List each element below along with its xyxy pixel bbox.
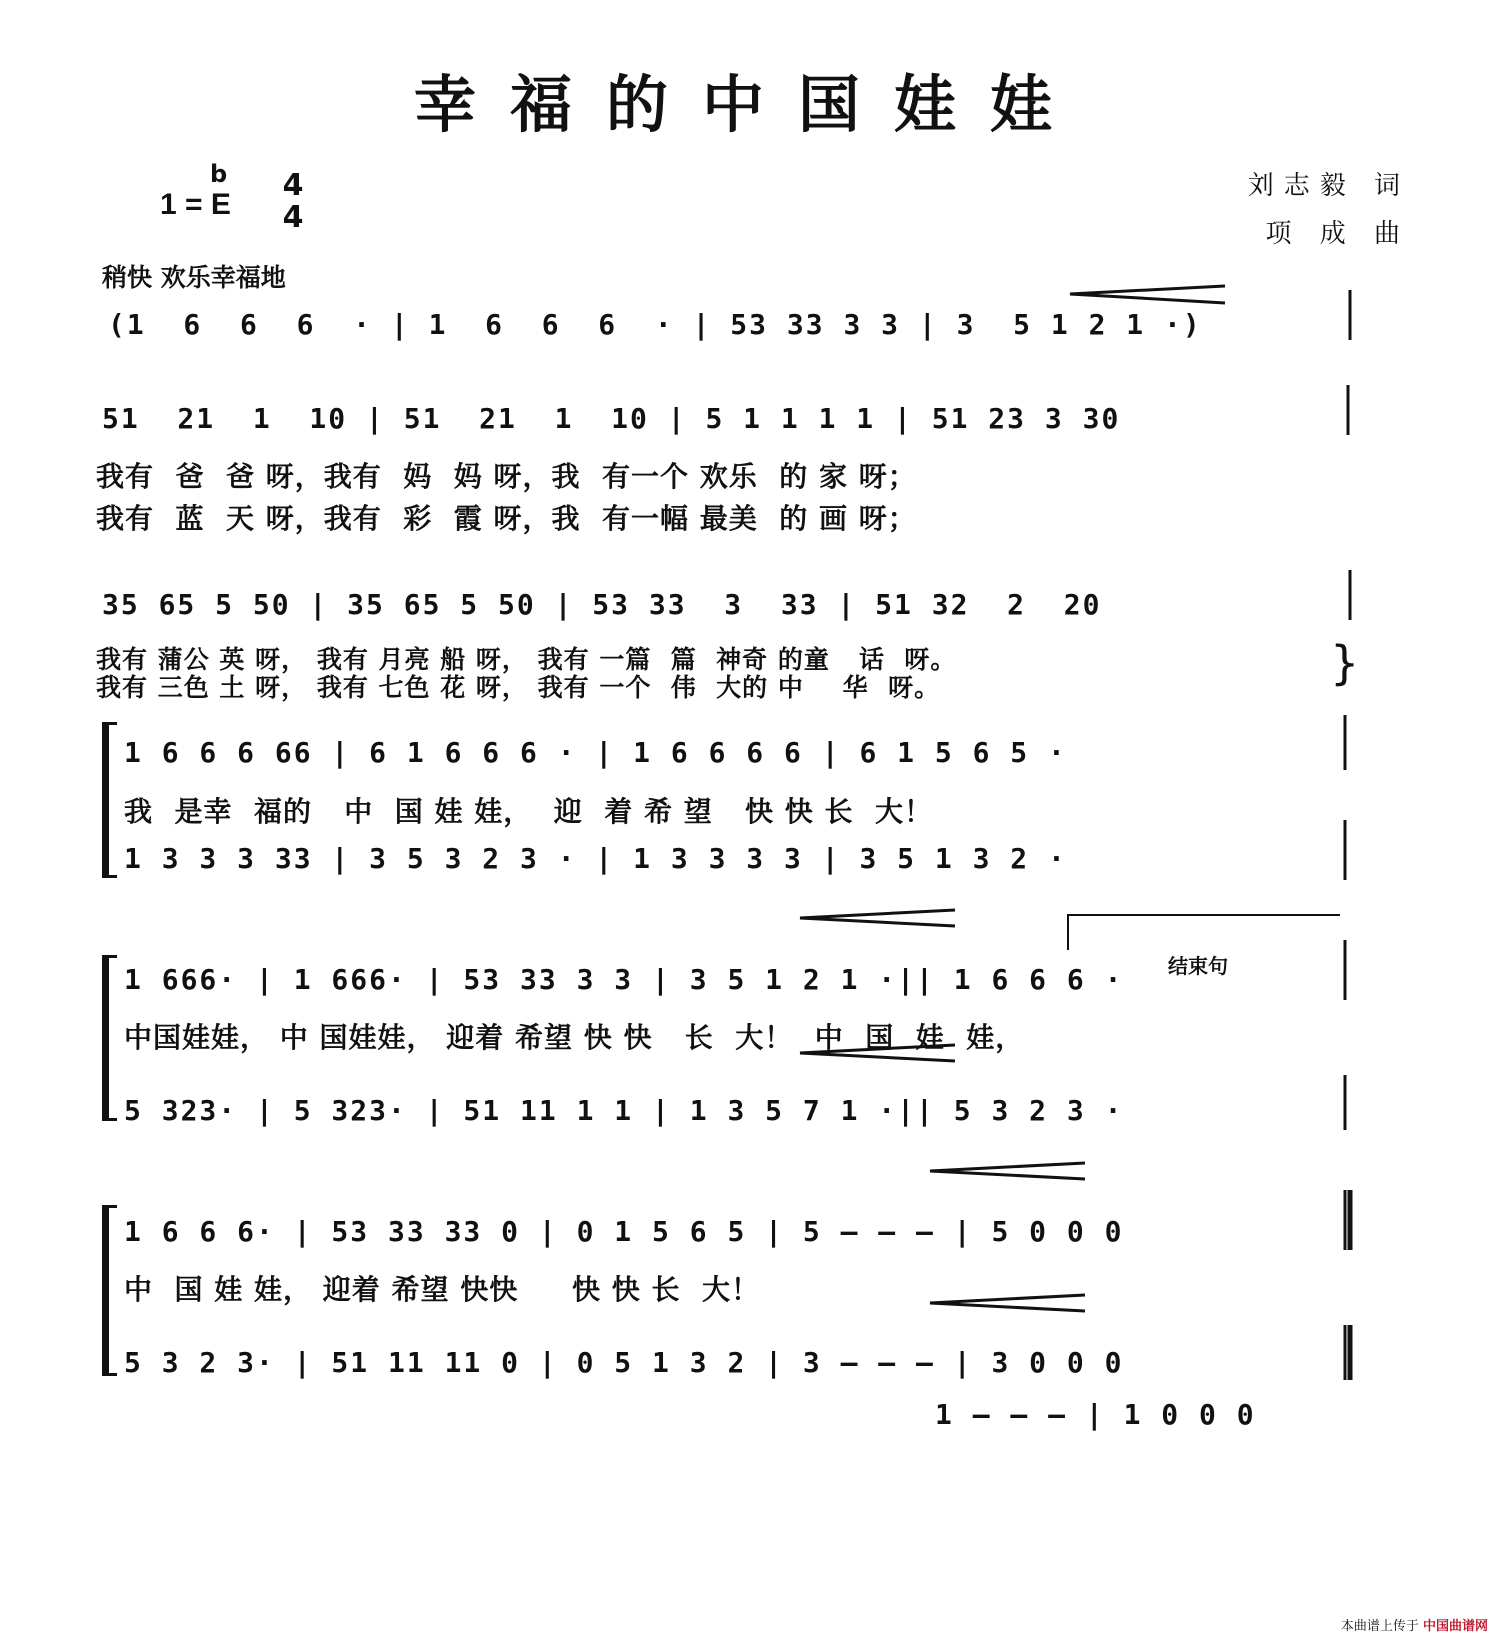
system-3-lyrics-verse1: 我有 蒲公 英 呀， 我有 月亮 船 呀， 我有 一篇 篇 神奇 的童 话 呀。 <box>96 645 957 674</box>
time-signature-bottom: 4 <box>282 200 304 235</box>
system-2-lyrics-verse2: 我有 蓝 天 呀，我有 彩 霞 呀，我 有一幅 最美 的 画 呀； <box>96 502 917 535</box>
system-2-lyrics-verse1: 我有 爸 爸 呀，我有 妈 妈 呀，我 有一个 欢乐 的 家 呀； <box>96 460 917 493</box>
footer-watermark <box>1341 1615 1488 1634</box>
lyricist-credit: 刘志毅 词 <box>1247 171 1410 201</box>
footer-site-logo: 中国曲谱网 <box>1422 1619 1488 1634</box>
system-2-notes: 51 21 1 10 | 51 21 1 10 | 5 1 1 1 1 | 51 23 3 30 <box>102 402 1121 435</box>
system-5-notes-lower: 5 323· | 5 323· | 51 11 1 1 | 1 3 5 7 1 ·|| 5 3 2 3 · <box>124 1094 1124 1127</box>
system-4-notes-lower: 1 3 3 3 33 | 3 5 3 2 3 · | 1 3 3 3 3 | 3 5 1 3 2 · <box>124 842 1067 875</box>
verse-brace-icon: } <box>1330 636 1360 690</box>
key-signature: 1 = E <box>160 188 231 221</box>
system-4-notes-upper: 1 6 6 6 66 | 6 1 6 6 6 · | 1 6 6 6 6 | 6 1 5 6 5 · <box>124 736 1067 769</box>
system-3-lyrics-verse2: 我有 三色 土 呀， 我有 七色 花 呀， 我有 一个 伟 大的 中 华 呀。 <box>96 673 941 702</box>
tempo-marking: 稍快 欢乐幸福地 <box>102 263 286 292</box>
system-5-lyrics: 中国娃娃， 中 国娃娃， 迎着 希望 快 快 长 大！ 中 国 娃 娃， <box>124 1021 1025 1054</box>
system-4-lyrics: 我 是幸 福的 中 国 娃 娃， 迎 着 希 望 快 快 长 大！ <box>124 795 933 828</box>
footer-text: 本曲谱上传于 <box>1340 1619 1419 1634</box>
song-title: 幸福的中国娃娃 <box>413 68 1086 141</box>
ending-label: 结束句 <box>1168 954 1228 978</box>
system-5-notes-upper: 1 666· | 1 666· | 53 33 3 3 | 3 5 1 2 1 ·|| 1 6 6 6 · <box>124 963 1124 996</box>
system-3-notes: 35 65 5 50 | 35 65 5 50 | 53 33 3 33 | 51 32 2 20 <box>102 588 1102 621</box>
system-6-notes-upper: 1 6 6 6· | 53 33 33 0 | 0 1 5 6 5 | 5 — — — | 5 0 0 0 <box>124 1215 1124 1248</box>
system-6-notes-lower: 5 3 2 3· | 51 11 11 0 | 0 5 1 3 2 | 3 — — — | 3 0 0 0 <box>124 1346 1124 1379</box>
system-6-lyrics: 中 国 娃 娃， 迎着 希望 快快 快 快 长 大！ <box>124 1273 760 1306</box>
system-6-notes-bass: 1 — — — | 1 0 0 0 <box>935 1398 1256 1431</box>
flat-sign: b <box>210 160 228 188</box>
system-1-notes: (1 6 6 6 · | 1 6 6 6 · | 53 33 3 3 | 3 5 1 2 1 ·) <box>108 308 1202 341</box>
time-signature-top: 4 <box>282 168 304 203</box>
composer-credit: 项 成 曲 <box>1265 219 1410 249</box>
